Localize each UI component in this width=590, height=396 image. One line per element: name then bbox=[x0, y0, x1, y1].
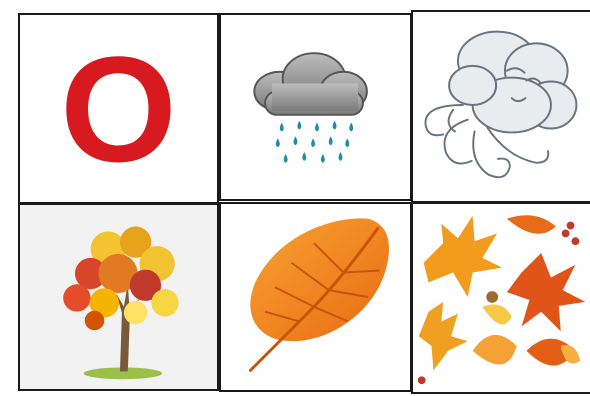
fallen-leaves-icon bbox=[413, 204, 590, 392]
card-rain-cloud bbox=[219, 13, 412, 201]
letter-o: O bbox=[60, 24, 177, 193]
card-fallen-leaves bbox=[411, 202, 590, 394]
rain-cloud-icon bbox=[221, 15, 410, 199]
card-autumn-tree bbox=[18, 203, 219, 391]
autumn-leaf-icon bbox=[221, 204, 410, 390]
wind-cloud-icon bbox=[413, 12, 590, 201]
card-letter-o bbox=[18, 13, 219, 204]
autumn-tree-icon bbox=[20, 205, 217, 389]
card-wind-cloud bbox=[411, 10, 590, 203]
card-autumn-leaf bbox=[219, 202, 412, 392]
